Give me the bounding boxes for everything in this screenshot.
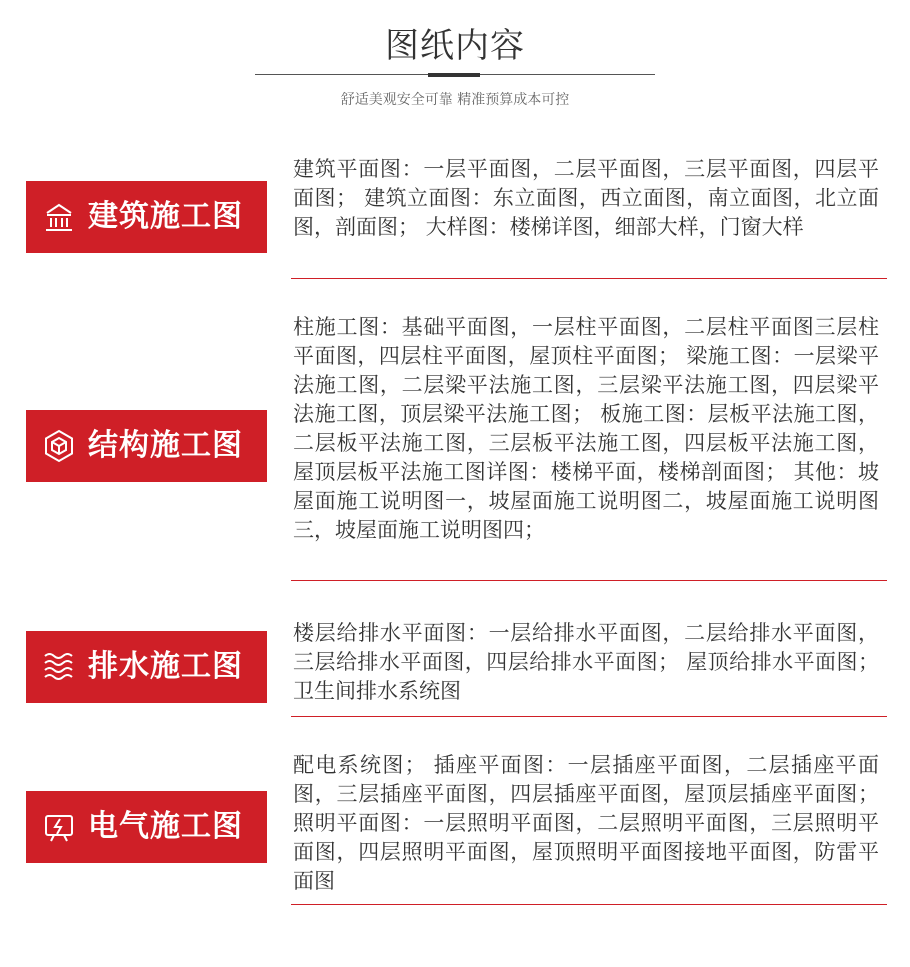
section-label: 电气施工图 <box>88 809 243 844</box>
section-description: 柱施工图：基础平面图，一层柱平面图，二层柱平面图三层柱平面图，四层柱平面图，屋顶柱平面图； 梁施工图：一层梁平法施工图，二层梁平法施工图，三层梁平法施工图，四层梁平法施工图，顶层梁平法施工图； 板施工图：层板平法施工图，二层板平法施工图，三层板平法施工图，四层板平法施工图，屋顶层板平法施工图详图：楼梯平面，楼梯剖面图； 其他：坡屋面施工说明图一，坡屋面施工说明图二，坡屋面施工说明图三，坡屋面施工说明图四； <box>293 315 879 542</box>
section-label: 结构施工图 <box>88 428 243 463</box>
section-label: 排水施工图 <box>88 649 243 684</box>
structure-cube-icon <box>42 429 76 463</box>
section-description: 配电系统图； 插座平面图：一层插座平面图，二层插座平面图，三层插座平面图，四层插座平面图，屋顶层插座平面图； 照明平面图：一层照明平面图，二层照明平面图，三层照明平面图，四层照明平面图，屋顶照明平面图接地平面图，防雷平面图 <box>293 753 879 893</box>
section-divider <box>291 278 887 279</box>
building-columns-icon <box>42 200 76 234</box>
electric-board-icon <box>42 810 76 844</box>
page-subtitle: 舒适美观安全可靠 精准预算成本可控 <box>340 92 570 108</box>
page-title: 图纸内容 <box>385 26 525 66</box>
title-divider-accent <box>428 73 480 77</box>
section-divider <box>291 716 887 717</box>
section-divider <box>291 904 887 905</box>
section-tag <box>26 410 267 482</box>
water-waves-icon <box>42 650 76 684</box>
section-divider <box>291 580 887 581</box>
section-label: 建筑施工图 <box>88 199 243 234</box>
section-tag <box>26 791 267 863</box>
page-header <box>0 0 910 120</box>
section-tag <box>26 631 267 703</box>
section-tag <box>26 181 267 253</box>
section-description: 建筑平面图：一层平面图，二层平面图，三层平面图，四层平面图； 建筑立面图：东立面图，西立面图，南立面图，北立面图，剖面图； 大样图：楼梯详图，细部大样，门窗大样 <box>293 157 879 239</box>
section-description: 楼层给排水平面图：一层给排水平面图，二层给排水平面图，三层给排水平面图，四层给排水平面图； 屋顶给排水平面图； 卫生间排水系统图 <box>293 621 879 703</box>
